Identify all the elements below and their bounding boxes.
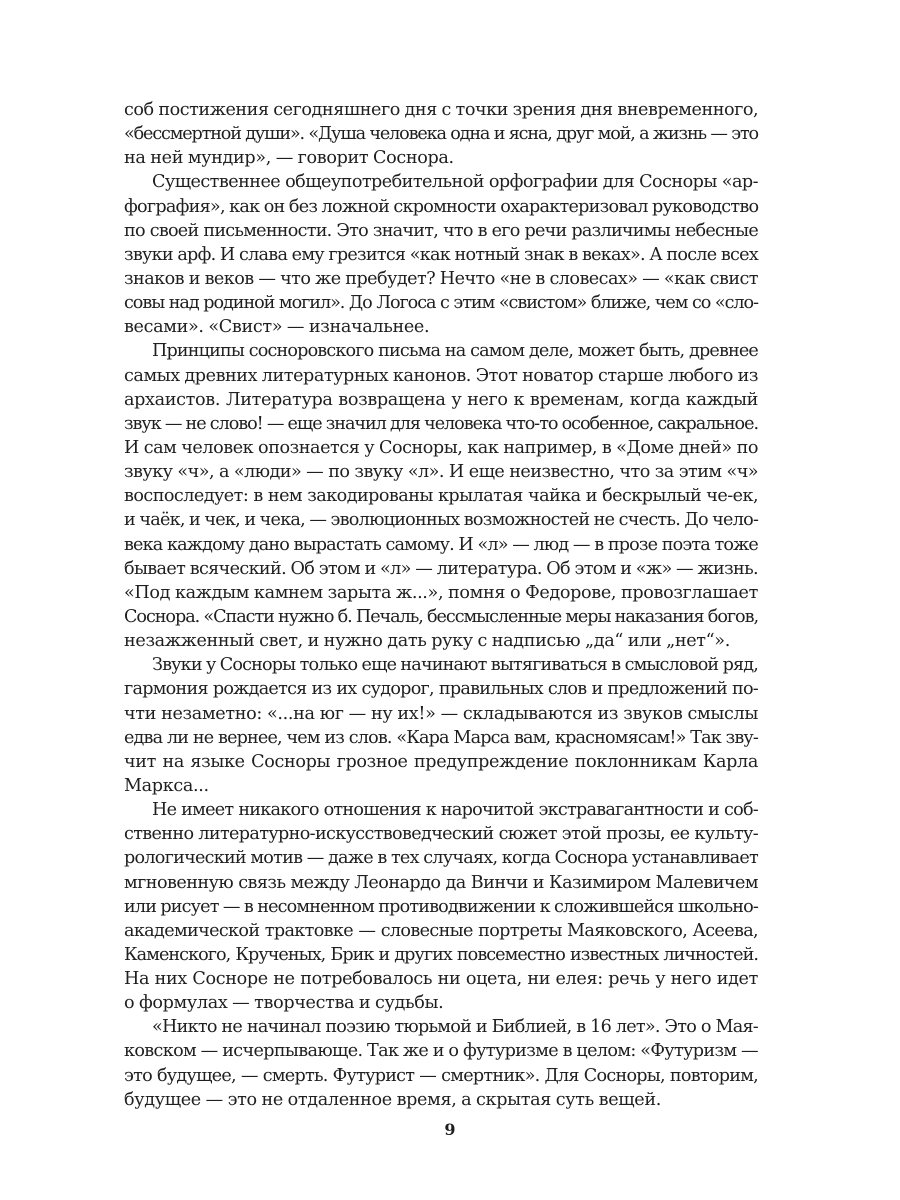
text-line: гармония рождается из их судорог, правильных слов и предложений по- [124, 679, 758, 700]
text-line: «Под каждым камнем зарыта ж...», помня о Федорове, провозглашает [124, 582, 758, 603]
text-line: самых древних литературных канонов. Этот новатор старше любого из [124, 365, 758, 386]
text-line: это будущее, — смерть. Футурист — смертник». Для Сосноры, повторим, [124, 1065, 758, 1086]
text-line: звуку «ч», а «люди» — по звуку «л». И еще неизвестно, что за этим «ч» [124, 462, 758, 483]
text-line: рологический мотив — даже в тех случаях, когда Соснора устанавливает [124, 848, 758, 869]
text-line: или рисует — в несомненном противодвижении к сложившейся школьно- [124, 896, 758, 917]
text-line: На них Сосноре не потребовалось ни оцета, ни елея: речь у него идет [124, 969, 758, 990]
text-line: бывает всяческий. Об этом и «л» — литература. Об этом и «ж» — жизнь. [124, 558, 758, 579]
text-line: звуки арф. И слава ему грезится «как нотный знак в веках». А после всех [124, 244, 758, 265]
text-line: незажженный свет, и нужно дать руку с надписью „да“ или „нет“». [124, 631, 730, 652]
text-line: академической трактовке — словесные портреты Маяковского, Асеева, [124, 920, 758, 941]
text-line: и чаёк, и чек, и чека, — эволюционных возможностей не счесть. До чело- [124, 510, 759, 531]
text-line: «Никто не начинал поэзию тюрьмой и Библией, в 16 лет». Это о Мая- [152, 1017, 758, 1038]
text-line: на ней мундир», — говорит Соснора. [124, 148, 454, 169]
text-line: мгновенную связь между Леонардо да Винчи и Казимиром Малевичем [124, 872, 758, 893]
text-line: И сам человек опознается у Сосноры, как например, в «Доме дней» по [124, 437, 758, 458]
text-line: Звуки у Сосноры только еще начинают вытягиваться в смысловой ряд, [152, 655, 758, 676]
text-line: ственно литературно-искусствоведческий сюжет этой прозы, ее культу- [124, 824, 758, 845]
text-line: Соснора. «Спасти нужно б. Печаль, бессмысленные меры наказания богов, [124, 606, 758, 627]
text-line: Не имеет никакого отношения к нарочитой экстравагантности и соб- [152, 800, 758, 821]
text-line: соб постижения сегодняшнего дня с точки зрения дня вневременного, [124, 100, 759, 120]
text-line: едва ли не вернее, чем из слов. «Кара Марса вам, красномясам!» Так зву- [124, 727, 758, 748]
text-line: воспоследует: в нем закодированы крылатая чайка и бескрылый че-ек, [124, 486, 758, 507]
text-line: знаков и веков — что же пребудет? Нечто «не в словесах» — «как свист [124, 268, 758, 289]
text-line: ковском — исчерпывающе. Так же и о футуризме в целом: «Футуризм — [124, 1041, 758, 1062]
text-line: «бессмертной души». «Душа человека одна и ясна, друг мой, а жизнь — это [124, 124, 758, 145]
text-line: Каменского, Крученых, Брик и других повсеместно известных личностей. [124, 944, 758, 965]
text-line: архаистов. Литература возвращена у него к временам, когда каждый [124, 389, 758, 410]
text-line: фография», как он без ложной скромности охарактеризовал руководство [124, 196, 759, 217]
text-line: по своей письменности. Это значит, что в его речи различимы небесные [124, 220, 758, 241]
text-line: века каждому дано вырастать самому. И «л» — люд — в прозе поэта тоже [124, 534, 758, 555]
page-number: 9 [444, 1120, 456, 1139]
body-text [124, 98, 758, 1112]
text-line: звук — не слово! — еще значил для человека что-то особенное, сакральное. [124, 413, 758, 434]
text-line: чти незаметно: «...на юг — ну их!» — складываются из звуков смыслы [124, 703, 758, 724]
text-line: будущее — это не отдаленное время, а скрытая суть вещей. [124, 1089, 661, 1110]
text-line: Принципы сосноровского письма на самом деле, может быть, древнее [152, 341, 758, 362]
text-line: Существеннее общеупотребительной орфографии для Сосноры «ар- [152, 172, 758, 193]
text-line: весами». «Свист» — изначальнее. [124, 317, 430, 338]
text-line: о формулах — творчества и судьбы. [124, 993, 444, 1014]
text-line: совы над родиной могил». До Логоса с этим «свистом» ближе, чем со «сло- [124, 293, 758, 314]
text-line: чит на языке Сосноры грозное предупреждение поклонникам Карла [124, 751, 758, 772]
text-line: Маркса... [124, 775, 209, 796]
